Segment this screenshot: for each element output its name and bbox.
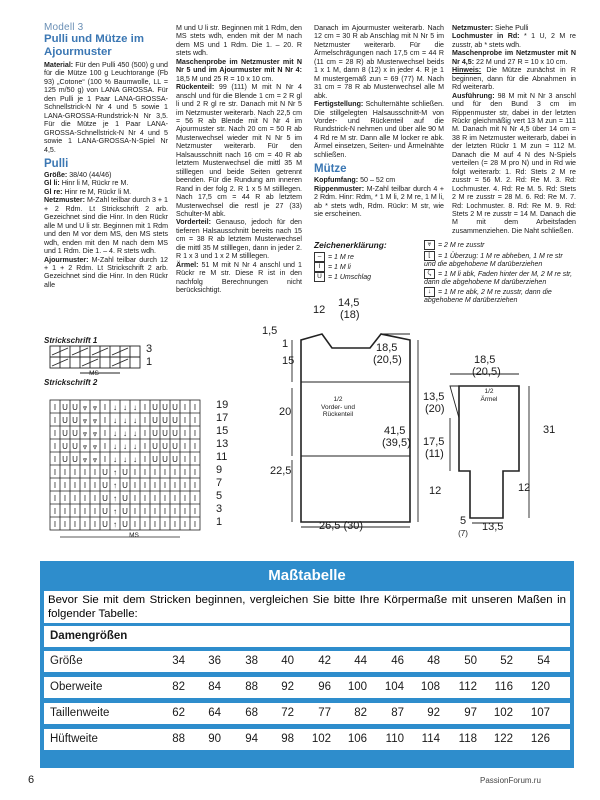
svg-text:I: I: [163, 494, 167, 503]
svg-text:I: I: [103, 416, 107, 425]
sleeve-dim-135: 13,5: [423, 391, 445, 403]
svg-text:I: I: [133, 507, 137, 516]
svg-text:I: I: [183, 520, 187, 529]
sleeve-dim-31: 31: [543, 424, 556, 436]
svg-text:I: I: [63, 481, 67, 490]
svg-text:I: I: [73, 507, 77, 516]
sleeve-dim-185: 18,5: [474, 354, 496, 366]
netz-paragraph: Netzmuster: Siehe Pulli: [452, 24, 529, 32]
chart2-row-7: 7: [216, 477, 223, 489]
gl-li-paragraph: Gl li: Hinr li M, Rückr re M.: [44, 179, 129, 188]
svg-text:I: I: [93, 481, 97, 490]
svg-text:U: U: [172, 455, 178, 464]
svg-text:U: U: [122, 481, 128, 490]
svg-text:I: I: [193, 429, 197, 438]
svg-text:↑: ↑: [113, 507, 117, 516]
fertigstellung-paragraph: Fertigstellung: Schulternähte schließen. Die stillgelegten Halsausschnitt-M von Vorder- und Rückenteil auf die Rundstrick-N nehmen und über alle 90 M 4 Rd re M str. Dann alle M locker re abk. Ärmel einsetzen, Seiten- und Ärmelnähte schließen.: [314, 100, 444, 159]
svg-text:I: I: [93, 507, 97, 516]
svg-text:⩔: ⩔: [82, 455, 88, 464]
legend-item-umschlag: U = 1 Umschlag: [314, 272, 371, 282]
dim-20: 20: [279, 406, 292, 418]
svg-text:I: I: [53, 416, 57, 425]
chart2-row-1: 1: [216, 516, 223, 528]
svg-text:I: I: [143, 455, 147, 464]
ajourmuster-paragraph: Ajourmuster: M-Zahl teilbar durch 12 + 1 + 2 Rdm. Lt Strickschrift 2 arb. Gezeichnet sind die Hinr. In den Rückr alle: [44, 255, 168, 289]
section-damen: Damengrößen: [44, 626, 570, 647]
body-label: 1/2 Vorder- und Rückenteil: [321, 396, 355, 418]
sleeve-label: 1/2 Ärmel: [480, 388, 498, 403]
svg-text:I: I: [53, 481, 57, 490]
svg-text:I: I: [143, 442, 147, 451]
svg-text:↑: ↑: [113, 520, 117, 529]
svg-text:I: I: [143, 520, 147, 529]
k2tog-icon: ⩔: [424, 240, 435, 250]
svg-text:U: U: [62, 429, 68, 438]
svg-text:⩔: ⩔: [92, 455, 98, 464]
svg-text:I: I: [133, 494, 137, 503]
masstabelle-intro: Bevor Sie mit dem Stricken beginnen, vergleichen Sie bitte Ihre Körpermaße mit unseren Maßen in folgender Tabelle:: [48, 594, 566, 620]
slip-knit-pass-icon: ⌊: [424, 251, 435, 261]
sleeve-dim-7: (7): [458, 529, 468, 538]
svg-text:I: I: [103, 455, 107, 464]
svg-text:U: U: [162, 429, 168, 438]
vorderteil-paragraph: Vorderteil: Genauso, jedoch für den tieferen Halsausschnitt bereits nach 15 cm = 38 R ab letztem Musterwechsel die mittl 35 M stilllegen, dann in jeder 2. R 1 x 3 und 1 x 2 M stilllegen.: [176, 218, 302, 261]
svg-text:I: I: [173, 481, 177, 490]
svg-text:I: I: [193, 507, 197, 516]
svg-text:↓: ↓: [133, 442, 137, 451]
pulli-heading: Pulli: [44, 157, 69, 170]
col3-intro: Danach im Ajourmuster weiterarb. Nach 12 cm = 30 R ab Anschlag mit N Nr 5 im Netzmuster weiterarb. Für die Ärmelschrägungen nach 17,5 cm = 44 R (11 cm = 28 R) ab Musterwechsel beids 1 x 1 M, dann 8 (12) x in jeder 4. R je 1 M mustergemäß zun = 69 (77) M. Nach 31 cm = 78 R ab Musterwechsel alle M abk.: [314, 24, 444, 100]
svg-text:I: I: [73, 481, 77, 490]
chart2-row-5: 5: [216, 490, 223, 502]
svg-text:I: I: [93, 494, 97, 503]
svg-text:↓: ↓: [113, 442, 117, 451]
svg-text:I: I: [103, 429, 107, 438]
chart2-row-3: 3: [216, 503, 223, 515]
svg-text:I: I: [93, 468, 97, 477]
dim-415: 41,5: [384, 425, 406, 437]
svg-text:↑: ↑: [113, 481, 117, 490]
svg-text:↓: ↓: [113, 455, 117, 464]
svg-text:I: I: [53, 520, 57, 529]
svg-text:U: U: [172, 403, 178, 412]
legend-item-re: – = 1 M re: [314, 252, 354, 262]
svg-text:I: I: [183, 494, 187, 503]
svg-text:U: U: [162, 416, 168, 425]
yarn-over-icon: U: [314, 272, 325, 282]
svg-text:I: I: [73, 494, 77, 503]
svg-text:U: U: [102, 468, 108, 477]
svg-text:U: U: [62, 442, 68, 451]
svg-text:U: U: [122, 507, 128, 516]
svg-text:I: I: [143, 507, 147, 516]
sleeve-dim-20: (20): [425, 403, 445, 415]
column-2: [176, 24, 302, 295]
body-schematic: [270, 296, 420, 546]
dim-265: 26,5 (30): [319, 520, 364, 532]
svg-text:I: I: [63, 520, 67, 529]
netzmuster-paragraph: Netzmuster: M-Zahl teilbar durch 3 + 1 + 2 Rdm. Lt Strickschrift 2 arb. Gezeichnet sind die Hinr. In den Rückr alle M und U li str. Beginnen mit 1 Rdm und den M vor dem MS, den MS stets wdh, enden mit den M nach dem MS und 1 Rdm. Die 1. – 4. R stets wdh.: [44, 196, 168, 256]
chart1-row-1: 1: [146, 356, 153, 368]
svg-text:U: U: [172, 429, 178, 438]
legend-item-zusstr: ⩔ = 2 M re zusstr: [424, 240, 574, 250]
svg-text:I: I: [133, 481, 137, 490]
masstabelle-panel: [40, 561, 574, 768]
svg-text:I: I: [173, 507, 177, 516]
dim-12: 12: [313, 304, 326, 316]
chart2-row-19: 19: [216, 399, 229, 411]
svg-text:I: I: [53, 429, 57, 438]
svg-text:I: I: [83, 481, 87, 490]
double-decrease-arrow-icon: ↓: [424, 287, 435, 297]
sleeve-dim-135b: 13,5: [482, 521, 504, 533]
knit-icon: –: [314, 252, 325, 262]
svg-text:I: I: [83, 507, 87, 516]
svg-text:I: I: [173, 520, 177, 529]
svg-text:U: U: [62, 416, 68, 425]
dim-185: 18,5: [376, 342, 398, 354]
svg-text:I: I: [143, 494, 147, 503]
double-decrease-purl-icon: ⤹: [424, 269, 435, 279]
svg-text:⩔: ⩔: [82, 442, 88, 451]
svg-text:I: I: [163, 481, 167, 490]
svg-text:U: U: [152, 442, 158, 451]
dim-1: 1: [282, 338, 289, 350]
dim-15: 15: [282, 355, 295, 367]
svg-text:I: I: [63, 494, 67, 503]
table-row-taillenweite: Taillenweite 62 64 68 72 77 82 87 92 97 102 107: [44, 703, 570, 724]
groesse-paragraph: Größe: 38/40 (44/46): [44, 170, 112, 179]
sleeve-dim-12a: 12: [429, 485, 442, 497]
svg-text:↓: ↓: [113, 416, 117, 425]
svg-text:↓: ↓: [123, 442, 127, 451]
svg-text:I: I: [143, 481, 147, 490]
article-title-line1: Pulli und Mütze im: [44, 33, 144, 45]
chart2-ms-label: MS: [129, 532, 139, 539]
chart1-grid: [44, 326, 184, 382]
svg-text:⩔: ⩔: [92, 429, 98, 438]
svg-text:I: I: [183, 455, 187, 464]
svg-text:↓: ↓: [113, 429, 117, 438]
svg-text:I: I: [103, 442, 107, 451]
dim-225: 22,5: [270, 465, 292, 477]
rippenmuster-paragraph: Rippenmuster: M-Zahl teilbar durch 4 + 2 Rdm. Hinr: Rdm, * 1 M li, 2 M re, 1 M li, ab * stets wdh, Rdm. Rückr: M str, wie sie erscheinen.: [314, 184, 444, 219]
table-row-oberweite: Oberweite 82 84 88 92 96 100 104 108 112 116 120: [44, 677, 570, 698]
legend-item-li-abk: ⤹ = 1 M li abk, Faden hinter der M, 2 M re str, dann die abgehobene M darüberziehen: [424, 270, 573, 286]
footer-watermark: PassionForum.ru: [480, 776, 541, 785]
svg-text:I: I: [193, 403, 197, 412]
svg-text:I: I: [53, 494, 57, 503]
svg-text:I: I: [143, 416, 147, 425]
column-1: [44, 22, 168, 289]
svg-text:I: I: [183, 468, 187, 477]
svg-text:U: U: [162, 403, 168, 412]
svg-text:I: I: [183, 507, 187, 516]
svg-text:U: U: [102, 481, 108, 490]
chart2-row-13: 13: [216, 438, 229, 450]
svg-text:I: I: [173, 494, 177, 503]
svg-text:↓: ↓: [123, 429, 127, 438]
svg-text:I: I: [63, 507, 67, 516]
chart1-ms-label: MS: [89, 370, 99, 377]
svg-text:U: U: [162, 455, 168, 464]
chart2-row-17: 17: [216, 412, 229, 424]
svg-text:U: U: [102, 507, 108, 516]
svg-text:I: I: [83, 494, 87, 503]
svg-text:I: I: [83, 520, 87, 529]
aermel-paragraph: Ärmel: 51 M mit N Nr 4 anschl und 1 Rückr re M str. Diese R ist in den nachfolg Berechnungen nicht berücksichtigt.: [176, 260, 302, 295]
svg-text:U: U: [162, 442, 168, 451]
kopfumfang-paragraph: Kopfumfang: 50 – 52 cm: [314, 176, 396, 185]
svg-text:I: I: [183, 403, 187, 412]
svg-text:U: U: [72, 442, 78, 451]
svg-text:U: U: [152, 455, 158, 464]
chart2-row-15: 15: [216, 425, 229, 437]
dim-15a: 1,5: [262, 325, 278, 337]
svg-text:I: I: [103, 403, 107, 412]
svg-text:I: I: [193, 455, 197, 464]
svg-text:I: I: [143, 468, 147, 477]
svg-text:I: I: [153, 468, 157, 477]
chart2-row-9: 9: [216, 464, 223, 476]
dim-395: (39,5): [382, 437, 411, 449]
svg-text:I: I: [53, 507, 57, 516]
svg-text:U: U: [152, 403, 158, 412]
legend-item-li: I = 1 M li: [314, 262, 351, 272]
svg-text:U: U: [172, 416, 178, 425]
svg-text:I: I: [163, 468, 167, 477]
svg-text:U: U: [72, 455, 78, 464]
svg-text:U: U: [122, 520, 128, 529]
svg-text:↓: ↓: [123, 416, 127, 425]
svg-text:↑: ↑: [113, 468, 117, 477]
svg-text:⩔: ⩔: [92, 442, 98, 451]
svg-text:I: I: [183, 481, 187, 490]
masstabelle-title: Maßtabelle: [268, 567, 346, 584]
article-title-line2: Ajourmuster: [44, 45, 112, 58]
svg-text:U: U: [72, 416, 78, 425]
svg-text:↓: ↓: [113, 403, 117, 412]
svg-text:I: I: [183, 442, 187, 451]
chart2-grid: [44, 396, 244, 546]
svg-text:I: I: [53, 442, 57, 451]
sleeve-dim-12b: 12: [518, 482, 531, 494]
svg-text:I: I: [83, 468, 87, 477]
svg-text:I: I: [183, 416, 187, 425]
legend-title: Zeichenerklärung:: [314, 240, 387, 250]
chart2-title: Strickschrift 2: [44, 378, 98, 387]
svg-text:⩔: ⩔: [82, 429, 88, 438]
svg-text:⩔: ⩔: [82, 403, 88, 412]
chart1-row-3: 3: [146, 343, 153, 355]
svg-text:I: I: [73, 520, 77, 529]
svg-text:⩔: ⩔: [92, 416, 98, 425]
svg-text:U: U: [62, 455, 68, 464]
svg-text:U: U: [152, 429, 158, 438]
svg-text:U: U: [102, 520, 108, 529]
column-3: [314, 24, 444, 219]
dim-18: (18): [340, 309, 360, 321]
svg-text:↑: ↑: [113, 494, 117, 503]
svg-text:U: U: [102, 494, 108, 503]
table-row-hueftweite: Hüftweite 88 90 94 98 102 106 110 114 118 122 126: [44, 729, 570, 750]
svg-text:I: I: [183, 429, 187, 438]
svg-text:↓: ↓: [133, 455, 137, 464]
sleeve-dim-205: (20,5): [472, 366, 501, 378]
sleeve-dim-5: 5: [460, 515, 467, 527]
svg-text:I: I: [193, 442, 197, 451]
svg-text:U: U: [172, 442, 178, 451]
svg-text:U: U: [62, 403, 68, 412]
svg-text:I: I: [153, 507, 157, 516]
hinweis-paragraph: Hinweis: Die Mütze zunächst in R beginnen, dann für die Abnahmen in Rd weiterarb.: [452, 66, 576, 92]
svg-text:↓: ↓: [123, 403, 127, 412]
chart2-row-11: 11: [216, 451, 228, 463]
svg-text:I: I: [73, 468, 77, 477]
page-number: 6: [28, 774, 35, 786]
svg-text:↓: ↓: [123, 455, 127, 464]
svg-text:↓: ↓: [133, 403, 137, 412]
svg-text:U: U: [152, 416, 158, 425]
dim-205: (20,5): [373, 354, 402, 366]
svg-text:I: I: [143, 403, 147, 412]
lochmuster-paragraph: Lochmuster in Rd: * 1 U, 2 M re zusstr, ab * stets wdh.: [452, 32, 576, 49]
svg-text:U: U: [72, 403, 78, 412]
column-4: [452, 24, 576, 235]
col2-intro: M und U li str. Beginnen mit 1 Rdm, den MS stets wdh, enden mit der M nach dem MS und 1 Rdm. Die 1. – 20. R stets wdh.: [176, 24, 302, 58]
svg-text:⩔: ⩔: [92, 403, 98, 412]
gl-re-paragraph: Gl re: Hinr re M, Rückr li M.: [44, 187, 132, 196]
sleeve-dim-175: 17,5: [423, 436, 445, 448]
model-number: Modell 3: [44, 22, 84, 33]
svg-text:I: I: [153, 481, 157, 490]
svg-text:I: I: [163, 520, 167, 529]
svg-text:I: I: [193, 494, 197, 503]
svg-text:I: I: [193, 520, 197, 529]
svg-text:↓: ↓: [133, 416, 137, 425]
svg-text:↓: ↓: [133, 429, 137, 438]
dim-145: 14,5: [338, 297, 360, 309]
rueckenteil-paragraph: Rückenteil: 99 (111) M mit N Nr 4 anschl und für die Blende 1 cm = 2 R gl li und 2 R gl re str. Danach mit N Nr 5 im Netzmuster weiterarb. Nach 22,5 cm = 56 R ab Blende mit N Nr 4 im Ajourmuster str. Nach 20 cm = 50 R ab Musterwechsel wieder mit N Nr 5 im Netzmuster weiterarb. Für den Halsausschnitt nach 16 cm = 40 R ab letztem Musterwechsel die mittl 35 M stilllegen und beide Seiten getrennt beenden. Für die Rundung am inneren Rand in der folg 2. R 1 x 5 M stilllegen. Nach 17,5 cm = 44 R ab letztem Musterwechsel die restl je 27 (33) Schulter-M abk.: [176, 83, 302, 218]
svg-text:I: I: [153, 494, 157, 503]
svg-text:I: I: [133, 468, 137, 477]
svg-text:I: I: [193, 468, 197, 477]
muetze-heading: Mütze: [314, 163, 347, 176]
svg-text:I: I: [193, 481, 197, 490]
ausfuehrung-paragraph: Ausführung: 98 M mit N Nr 3 anschl und für den Bund 3 cm im Rippenmuster str, dabei in der letzten Rückr gleichmäßig vert 13 M zun = 111 M. Danach mit N Nr 4,5 über 14 cm = 38 R im Netzmuster weiterarb, dabei in der letzten Rückr 1 M zun = 112 M. Danach die M auf 4 N des N-Spiels verteilen (= 28 M pro N) und in Rd wie folgt weiterarb: 1. Rd: Stets 2 M re zusstr = 56 M. 2. Rd: Re M. 3. Rd: Lochmuster. 4. Rd: Re M. 5. Rd: Stets 2 M re zusstr = 28 M. 6. Rd: Re M. 7. Rd: Lochmuster. 8. Rd: Re M. 9. Rd: Stets 2 M re zusstr = 14 M. Danach die M mit dem Arbeitsfaden zusammenziehen. Die Naht schließen.: [452, 91, 576, 235]
svg-text:⩔: ⩔: [82, 416, 88, 425]
svg-text:I: I: [133, 520, 137, 529]
maschenprobe-paragraph: Maschenprobe im Netzmuster mit N Nr 5 und im Ajourmuster mit N Nr 4: 18,5 M und 25 R = 10 x 10 cm.: [176, 57, 302, 83]
svg-text:I: I: [193, 416, 197, 425]
svg-text:I: I: [63, 468, 67, 477]
purl-icon: I: [314, 262, 325, 272]
svg-text:I: I: [93, 520, 97, 529]
sleeve-dim-11: (11): [425, 448, 444, 460]
svg-text:I: I: [53, 403, 57, 412]
svg-text:I: I: [163, 507, 167, 516]
svg-text:I: I: [173, 468, 177, 477]
svg-text:I: I: [53, 455, 57, 464]
svg-text:I: I: [143, 429, 147, 438]
svg-text:I: I: [53, 468, 57, 477]
svg-text:U: U: [122, 468, 128, 477]
svg-text:U: U: [122, 494, 128, 503]
material-paragraph: Material: Für den Pulli 450 (500) g und für die Mütze 100 g Leuchtorange (Fb 93) „Cotone“ (100 % Baumwolle, LL = 125 m/50 g) von LANA GROSSA. Für den Pulli je 1 Paar LANA-GROSSA-Schnellstrick-N Nr 4 und 5 sowie 1 LANA-GROSSA-Rundstrick-N Nr 3,5. Für die Mütze je 1 Paar LANA-GROSSA-Schnellstrick-N Nr 4 und 5 sowie 1 LANA-GROSSA-N-Spiel Nr 4,5.: [44, 61, 168, 154]
table-row-groesse: Größe 34 36 38 40 42 44 46 48 50 52 54: [44, 651, 570, 672]
legend-item-re-abk: ↓ = 1 M re abk, 2 M re zusstr, dann die abgehobene M darüberziehen: [424, 288, 552, 304]
svg-text:U: U: [72, 429, 78, 438]
legend-item-ueberzug: ⌊ = 1 Überzug: 1 M re abheben, 1 M re str und die abgehobene M darüberziehen: [424, 252, 563, 268]
maschenprobe-muetze-paragraph: Maschenprobe im Netzmuster mit N Nr 4,5: 22 M und 27 R = 10 x 10 cm.: [452, 49, 576, 66]
svg-text:I: I: [153, 520, 157, 529]
chart1-title: Strickschrift 1: [44, 336, 98, 345]
